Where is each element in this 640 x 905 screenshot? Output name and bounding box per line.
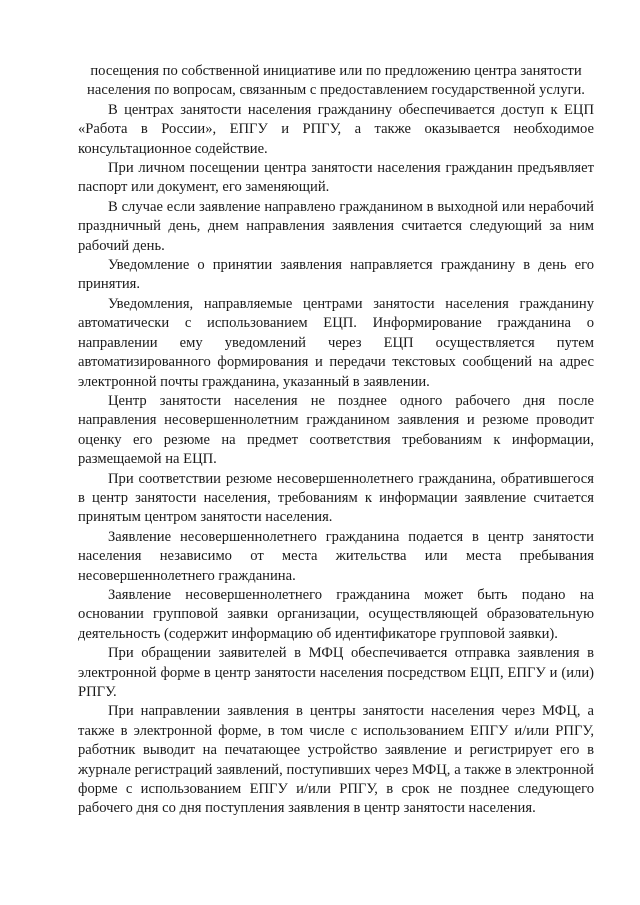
paragraph-passport: При личном посещении центра занятости населения гражданин предъявляет паспорт или документ, его заменяющий. — [78, 160, 594, 196]
paragraph-submission-location: Заявление несовершеннолетнего гражданина подается в центр занятости населения независимо от места жительства или места пребывания несовершеннолетнего гражданина. — [78, 528, 594, 584]
paragraph-group-request: Заявление несовершеннолетнего гражданина может быть подано на основании групповой заявки организации, осуществляющей образовательную деятельность (содержит информацию об идентификаторе групповой заявки). — [78, 586, 594, 642]
paragraph-resume-assessment: Центр занятости населения не позднее одного рабочего дня после направления несовершеннолетним гражданином заявления и резюме проводит оценку его резюме на предмет соответствия требованиям к информации, размещаемой на ЕЦП. — [78, 392, 594, 468]
paragraph-notifications: Уведомления, направляемые центрами занятости населения гражданину автоматически с использованием ЕЦП. Информирование гражданина о направлении ему уведомлений через ЕЦП осуществляется путем автоматизированного формирования и передачи текстовых сообщений на адрес электронной почты гражданина, указанный в заявлении. — [78, 295, 594, 390]
paragraph-continuation: посещения по собственной инициативе или по предложению центра занятости населения по вопросам, связанным с предоставлением государственной услуги. — [87, 63, 585, 99]
paragraph-holiday-submission: В случае если заявление направлено гражданином в выходной или нерабочий праздничный день, днем направления заявления считается следующий за ним рабочий день. — [78, 198, 594, 254]
paragraph-ecp-access: В центрах занятости населения гражданину обеспечивается доступ к ЕЦП «Работа в России», ЕПГУ и РПГУ, а также оказывается необходимое консультационное содействие. — [78, 101, 594, 157]
paragraph-resume-compliance: При соответствии резюме несовершеннолетнего гражданина, обратившегося в центр занятости населения, требованиям к информации заявление считается принятым центром занятости населения. — [78, 470, 594, 526]
paragraph-acceptance-notice: Уведомление о принятии заявления направляется гражданину в день его принятия. — [78, 257, 594, 293]
paragraph-mfc-sending: При обращении заявителей в МФЦ обеспечивается отправка заявления в электронной форме в центр занятости населения посредством ЕЦП, ЕПГУ и (или) РПГУ. — [78, 645, 594, 700]
document-page — [78, 62, 594, 819]
paragraph-registration: При направлении заявления в центры занятости населения через МФЦ, а также в электронной форме, в том числе с использованием ЕПГУ и/или РПГУ, работник выводит на печатающее устройство заявление и регистрирует его в журнале регистраций заявлений, поступивших через МФЦ, а также в электронной форме с использованием ЕПГУ и/или РПГУ, в срок не позднее следующего рабочего дня со дня поступления заявления в центр занятости населения. — [78, 703, 594, 817]
